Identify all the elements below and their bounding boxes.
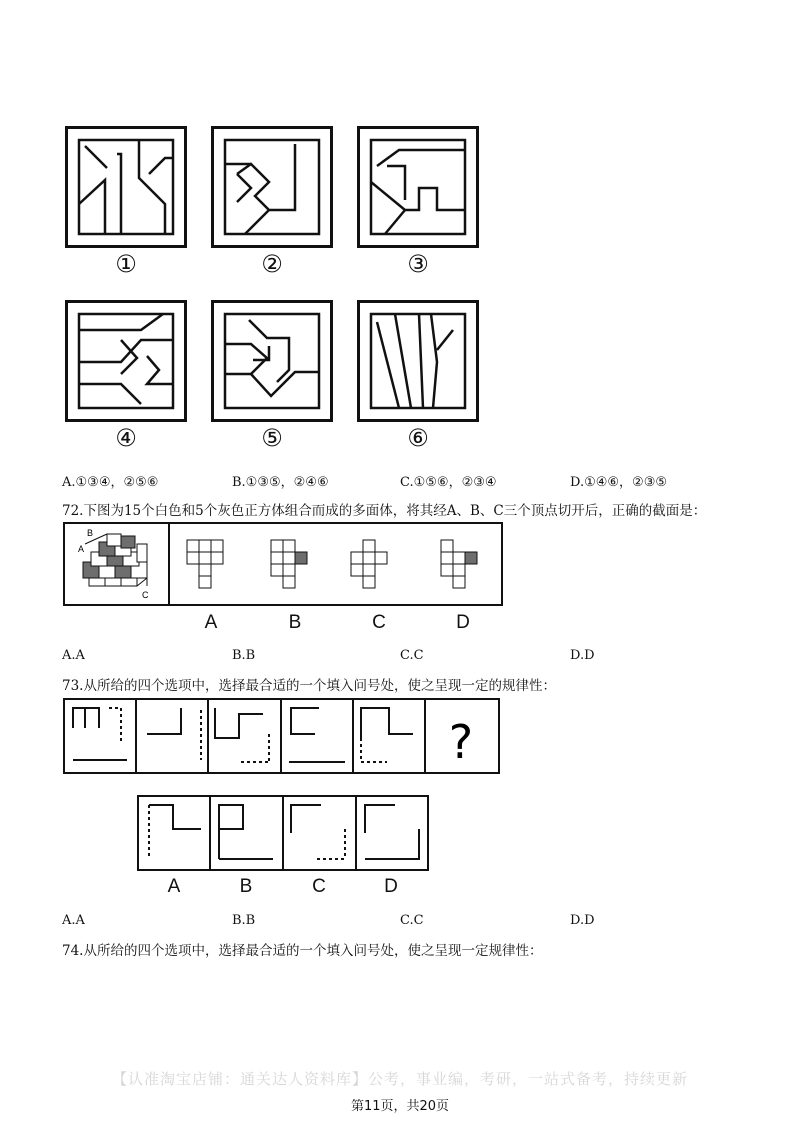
q72-option-a[interactable]: A.A [62,648,85,663]
q71-option-d[interactable]: D.①④⑥，②③⑤ [570,475,668,490]
q71-figure-number-6: ⑥ [407,424,429,452]
q72-cube-stack [83,534,147,586]
q71-figure-number-4: ④ [115,424,137,452]
q73-figure-label-d: D [384,876,398,897]
q73-figure-label-a: A [167,876,181,897]
q71-option-c[interactable]: C.①⑤⑥，②③④ [400,475,497,490]
q72-cube-label-a: A [78,544,85,554]
q71-option-a[interactable]: A.①③④，②⑤⑥ [62,475,159,490]
q74-question-text: 74.从所给的四个选项中，选择最合适的一个填入问号处，使之呈现一定规律性： [62,943,543,959]
q73-option-c[interactable]: C.C [400,913,424,928]
q71-figure-number-3: ③ [407,250,429,278]
q71-figure-2 [211,126,333,248]
q73-figure-label-c: C [312,876,326,897]
q73-option-b[interactable]: B.B [232,913,256,928]
q72-option-c[interactable]: C.C [400,648,424,663]
q72-option-d[interactable]: D.D [570,648,595,663]
q72-question-text: 72.下图为15个白色和5个灰色正方体组合而成的多面体，将其经A、B、C三个顶点切开后，正确的截面是： [62,503,707,519]
q71-figure-5 [211,300,333,422]
q71-figure-number-1: ① [115,250,137,278]
q72-figure-label-a: A [204,612,218,633]
q72-figure-label-c: C [372,612,386,633]
q71-figure-3 [357,126,479,248]
q72-figure-label-d: D [456,612,470,633]
q72-figure-label-b: B [288,612,302,633]
q73-options-row [137,795,429,871]
q73-question-text: 73.从所给的四个选项中，选择最合适的一个填入问号处，使之呈现一定的规律性： [62,678,556,694]
q73-sequence-row [63,698,500,774]
q71-figure-6 [357,300,479,422]
q72-cube-label-b: B [87,528,94,538]
q71-figure-number-5: ⑤ [261,424,283,452]
q72-section-d [441,540,477,588]
watermark-text: 【认准淘宝店铺：通关达人资料库】公考，事业编，考研，一站式备考，持续更新 [111,1070,688,1088]
q72-section-b [271,540,307,588]
q73-figure-label-b: B [239,876,253,897]
q71-figure-1 [65,126,187,248]
q73-question-mark: ? [448,715,474,769]
q71-option-b[interactable]: B.①③⑤，②④⑥ [232,475,329,490]
q71-figure-number-2: ② [261,250,283,278]
q72-section-c [351,540,387,588]
q72-option-b[interactable]: B.B [232,648,256,663]
q72-cube-label-c: C [142,590,149,600]
q73-option-d[interactable]: D.D [570,913,595,928]
q71-figure-4 [65,300,187,422]
q72-section-a [187,540,223,588]
q72-figure-panel [63,522,503,606]
q73-option-a[interactable]: A.A [62,913,85,928]
page-number: 第11页，共20页 [350,1099,450,1114]
